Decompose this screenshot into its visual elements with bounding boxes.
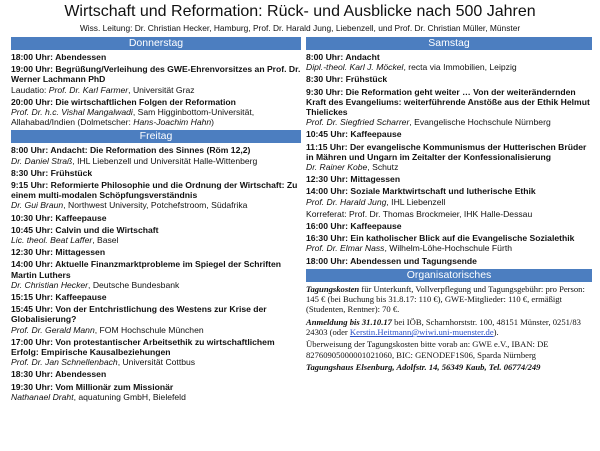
program-item-speaker: Prof. Dr. h.c. Vishal Mangalwadi, Sam Higginbottom-Universität, Allahabad/Indien (Dolmetscher: Hans-Joachim Hahn) (11, 107, 255, 128)
program-item-title: 9:15 Uhr: Reformierte Philosophie und die Ordnung der Wirtschaft: Zu einem multi-modalen Schöpfungsverständnis (11, 180, 298, 201)
ueberweisung-paragraph: Überweisung der Tagungskosten bitte vorab an: GWE e.V., IBAN: DE 82760905000001021060, BIC: GENODEF1S06, Sparda Nürnberg (306, 339, 549, 360)
program-item (11, 247, 301, 257)
program-item-title: 14:00 Uhr: Aktuelle Finanzmarktprobleme im Spiegel der Schriften Martin Luthers (11, 259, 281, 280)
program-item-title: 10:45 Uhr: Kaffeepause (306, 129, 402, 140)
left-column (11, 37, 301, 404)
program-item-title: 16:30 Uhr: Ein katholischer Blick auf die Evangelische Sozialethik (306, 233, 575, 244)
program-item (11, 64, 301, 95)
program-item-speaker: Dr. Christian Hecker, Deutsche Bundesbank (11, 279, 180, 290)
program-item (11, 52, 301, 62)
program-item-title: 19:30 Uhr: Vom Millionär zum Missionär (11, 381, 174, 392)
program-item-title: 8:30 Uhr: Frühstück (306, 74, 388, 85)
program-item-title: 15:15 Uhr: Kaffeepause (11, 292, 107, 303)
program-item-title: 10:45 Uhr: Calvin und die Wirtschaft (11, 224, 159, 235)
donnerstag-list (11, 52, 301, 127)
program-item (11, 369, 301, 379)
program-item (11, 180, 301, 211)
program-item-speaker: Nathanael Draht, aquatuning GmbH, Bielefeld (11, 391, 186, 402)
tagungshaus-paragraph: Tagungshaus Elsenburg, Adolfstr. 14, 56349 Kaub, Tel. 06774/249 (306, 361, 541, 372)
program-item-title: 8:00 Uhr: Andacht: Die Reformation des Sinnes (Röm 12,2) (11, 145, 251, 156)
program-item-title: 14:00 Uhr: Soziale Marktwirtschaft und lutherische Ethik (306, 186, 536, 197)
program-item (11, 97, 301, 128)
scientific-leadership: Wiss. Leitung: Dr. Christian Hecker, Hamburg, Prof. Dr. Harald Jung, Liebenzell, und Prof. Dr. Christian Müller, Münster (79, 23, 521, 33)
program-item (306, 74, 592, 84)
program-item-speaker: Laudatio: Prof. Dr. Karl Farmer, Universität Graz (11, 84, 195, 95)
program-item (11, 382, 301, 402)
program-item-title: 12:30 Uhr: Mittagessen (306, 174, 401, 185)
right-column (306, 37, 592, 374)
page-title: Wirtschaft und Reformation: Rück- und Ausblicke nach 500 Jahren (64, 3, 536, 20)
program-item-title: 18:00 Uhr: Abendessen und Tagungsende (306, 255, 477, 266)
program-item-title: 15:45 Uhr: Von der Entchristlichung des Westens zur Krise der Globalisierung? (11, 304, 267, 325)
program-item (306, 142, 592, 173)
program-item (11, 225, 301, 245)
program-item (306, 186, 592, 206)
program-item (11, 213, 301, 223)
program-item-title: 10:30 Uhr: Kaffeepause (11, 212, 107, 223)
freitag-list (11, 145, 301, 402)
program-item-title: 18:30 Uhr: Abendessen (11, 369, 107, 380)
program-item-title: 12:30 Uhr: Mittagessen (11, 247, 106, 258)
program-item (11, 337, 301, 368)
program-item-speaker: Dipl.-theol. Karl J. Möckel, recta via Immobilien, Leipzig (306, 62, 517, 73)
program-item-title: 8:30 Uhr: Frühstück (11, 167, 93, 178)
program-item-speaker: Prof. Dr. Gerald Mann, FOM Hochschule München (11, 324, 204, 335)
program-item (306, 87, 592, 128)
program-item (306, 129, 592, 139)
program-item-speaker: Dr. Rainer Kobe, Schutz (306, 162, 399, 173)
program-item (306, 221, 592, 231)
program-item-title: 16:00 Uhr: Kaffeepause (306, 221, 402, 232)
section-header-samstag: Samstag (306, 37, 592, 50)
program-item (306, 174, 592, 184)
program-item (306, 256, 592, 266)
program-item (11, 145, 301, 165)
program-item-title: 11:15 Uhr: Der evangelische Kommunismus der Hutterischen Brüder in Mähren und Ungarn im Zeitalter der Konfessionalisierung (306, 141, 587, 162)
program-item-title: 20:00 Uhr: Die wirtschaftlichen Folgen der Reformation (11, 96, 236, 107)
program-item (11, 168, 301, 178)
program-item-title: 18:00 Uhr: Abendessen (11, 52, 107, 62)
anmeldung-paragraph: Anmeldung bis 31.10.17 bei IÖB, Scharnhorststr. 100, 48151 Münster, 0251/83 24303 (oder Kerstin.Heitmann@wiwi.uni-muenster.de). (306, 316, 581, 338)
program-item-speaker: Lic. theol. Beat Laffer, Basel (11, 235, 119, 246)
program-item-speaker: Dr. Gui Braun, Northwest University, Potchefstroom, Südafrika (11, 200, 248, 211)
program-item-title: 9:30 Uhr: Die Reformation geht weiter … Von der weiterändernden Kraft des Evangeliums: weiterführende Anstöße aus der Ethik Helmut Thielickes (306, 86, 590, 118)
email-link[interactable]: Kerstin.Heitmann@wiwi.uni-muenster.de (349, 327, 494, 338)
program-item-speaker: Korreferat: Prof. Dr. Thomas Brockmeier, IHK Halle-Dessau (306, 208, 533, 219)
program-item-speaker: Prof. Dr. Elmar Nass, Wilhelm-Löhe-Hochschule Fürth (306, 243, 512, 254)
section-header-donnerstag: Donnerstag (11, 37, 301, 50)
program-item-speaker: Prof. Dr. Harald Jung, IHL Liebenzell (306, 196, 446, 207)
program-item (306, 52, 592, 72)
program-item (306, 233, 592, 253)
program-item (11, 292, 301, 302)
program-item-speaker: Prof. Dr. Siegfried Scharrer, Evangelische Hochschule Nürnberg (306, 117, 551, 128)
program-item (306, 209, 592, 219)
samstag-list (306, 52, 592, 266)
program-item-speaker: Dr. Daniel Straß, IHL Liebenzell und Universität Halle-Wittenberg (11, 155, 258, 166)
program-item (11, 304, 301, 335)
program-item (11, 259, 301, 290)
program-item-title: 17:00 Uhr: Von protestantischer Arbeitsethik zu wirtschaftlichem Erfolg: Empirische Kausalbeziehungen (11, 336, 275, 358)
kosten-paragraph: Tagungskosten für Unterkunft, Vollverpflegung und Tagungsgebühr: pro Person: 145 € (bei Buchung bis 31.8.17: 110 €), GWE-Mitglieder: 110 €, ermäßigt (Studenten, Rentner): 70 €. (306, 283, 585, 315)
section-header-freitag: Freitag (11, 130, 301, 143)
section-header-organisatorisches: Organisatorisches (306, 269, 592, 282)
program-item-speaker: Prof. Dr. Jan Schnellenbach, Universität Cottbus (11, 357, 196, 368)
program-item-title: 8:00 Uhr: Andacht (306, 52, 380, 62)
program-item-title: 19:00 Uhr: Begrüßung/Verleihung des GWE-Ehrenvorsitzes an Prof. Dr. Werner Lachmann PhD (11, 64, 301, 85)
